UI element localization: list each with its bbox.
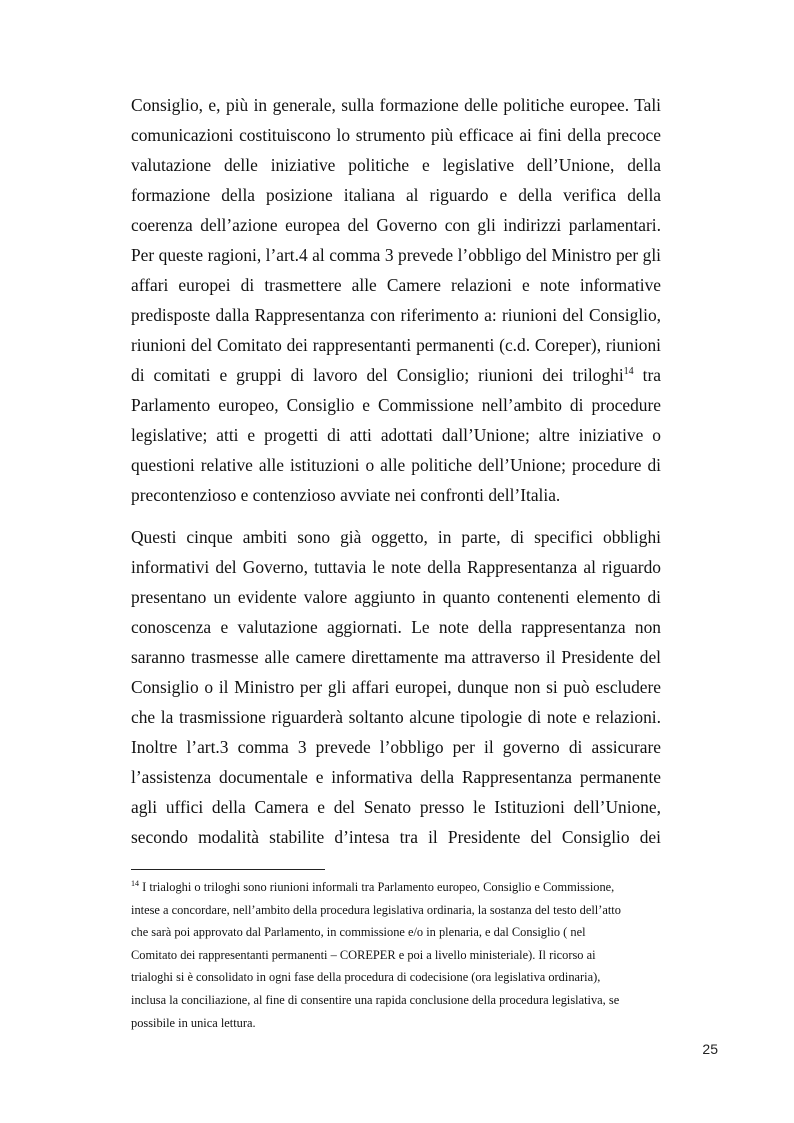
text-line: riunioni del Comitato dei rappresentanti permanenti (c.d. Coreper), riunioni	[131, 335, 661, 355]
text-line: Per queste ragioni, l’art.4 al comma 3 prevede l’obbligo del Ministro per gli	[131, 245, 661, 265]
text-line: agli uffici della Camera e del Senato presso le Istituzioni dell’Unione,	[131, 797, 661, 817]
footnote-reference[interactable]: 14	[623, 366, 634, 378]
text-line: Consiglio, e, più in generale, sulla formazione delle politiche europee. Tali	[131, 95, 661, 115]
footnote-line: trialoghi si è consolidato in ogni fase della procedura di codecisione (ora legislativa ordinaria),	[131, 970, 601, 985]
footnote-number: 14	[131, 878, 139, 888]
text-line: Consiglio o il Ministro per gli affari europei, dunque non si può escludere	[131, 677, 661, 697]
text-line: formazione della posizione italiana al riguardo e della verifica della	[131, 185, 661, 205]
footnote-line: Comitato dei rappresentanti permanenti – COREPER e poi a livello ministeriale). Il ricorso ai	[131, 947, 596, 962]
footnote-line	[131, 876, 663, 899]
footnote-line: possibile in unica lettura.	[131, 1015, 256, 1030]
text-line: secondo modalità stabilite d’intesa tra il Presidente del Consiglio dei	[131, 827, 661, 847]
footnote-14	[131, 876, 663, 1034]
text-line: coerenza dell’azione europea del Governo con gli indirizzi parlamentari.	[131, 215, 661, 235]
text-line: valutazione delle iniziative politiche e legislative dell’Unione, della	[131, 155, 661, 175]
paragraph-2	[131, 522, 661, 852]
footnote-line: inclusa la conciliazione, al fine di consentire una rapida conclusione della procedura legislativa, se	[131, 992, 620, 1007]
footnote-line: intese a concordare, nell’ambito della procedura legislativa ordinaria, la sostanza del testo dell’atto	[131, 902, 621, 917]
text-line: affari europei di trasmettere alle Camere relazioni e note informative	[131, 275, 661, 295]
page-number: 25	[702, 1041, 718, 1057]
text-line: questioni relative alle istituzioni o alle politiche dell’Unione; procedure di	[131, 455, 661, 475]
text-line: informativi del Governo, tuttavia le note della Rappresentanza al riguardo	[131, 557, 661, 577]
text-fragment: di comitati e gruppi di lavoro del Consiglio; riunioni dei triloghi	[131, 365, 624, 385]
text-line: presentano un evidente valore aggiunto in quanto contenenti elemento di	[131, 587, 661, 607]
body-text	[131, 90, 661, 852]
text-line: conoscenza e valutazione aggiornati. Le note della rappresentanza non	[131, 617, 661, 637]
text-line: predisposte dalla Rappresentanza con riferimento a: riunioni del Consiglio,	[131, 305, 661, 325]
text-line: comunicazioni costituiscono lo strumento più efficace ai fini della precoce	[131, 125, 661, 145]
text-line: precontenzioso e contenzioso avviate nei confronti dell’Italia.	[131, 485, 561, 505]
footnote-line: che sarà poi approvato dal Parlamento, in commissione e/o in plenaria, e dal Consiglio ( nel	[131, 925, 586, 940]
text-line: Questi cinque ambiti sono già oggetto, in parte, di specifici obblighi	[131, 527, 661, 547]
text-line: l’assistenza documentale e informativa della Rappresentanza permanente	[131, 767, 661, 787]
footnote-text: I trialoghi o triloghi sono riunioni informali tra Parlamento europeo, Consiglio e Commissione,	[139, 880, 615, 894]
text-line: saranno trasmesse alle camere direttamente ma attraverso il Presidente del	[131, 647, 661, 667]
text-line: Parlamento europeo, Consiglio e Commissione nell’ambito di procedure	[131, 395, 661, 415]
text-line-with-footnote-ref	[131, 360, 661, 390]
text-fragment: tra	[642, 365, 661, 385]
text-line: Inoltre l’art.3 comma 3 prevede l’obbligo per il governo di assicurare	[131, 737, 661, 757]
text-line: legislative; atti e progetti di atti adottati dall’Unione; altre iniziative o	[131, 425, 661, 445]
text-line: che la trasmissione riguarderà soltanto alcune tipologie di note e relazioni.	[131, 707, 661, 727]
footnote-separator	[131, 869, 325, 870]
paragraph-1	[131, 90, 661, 510]
